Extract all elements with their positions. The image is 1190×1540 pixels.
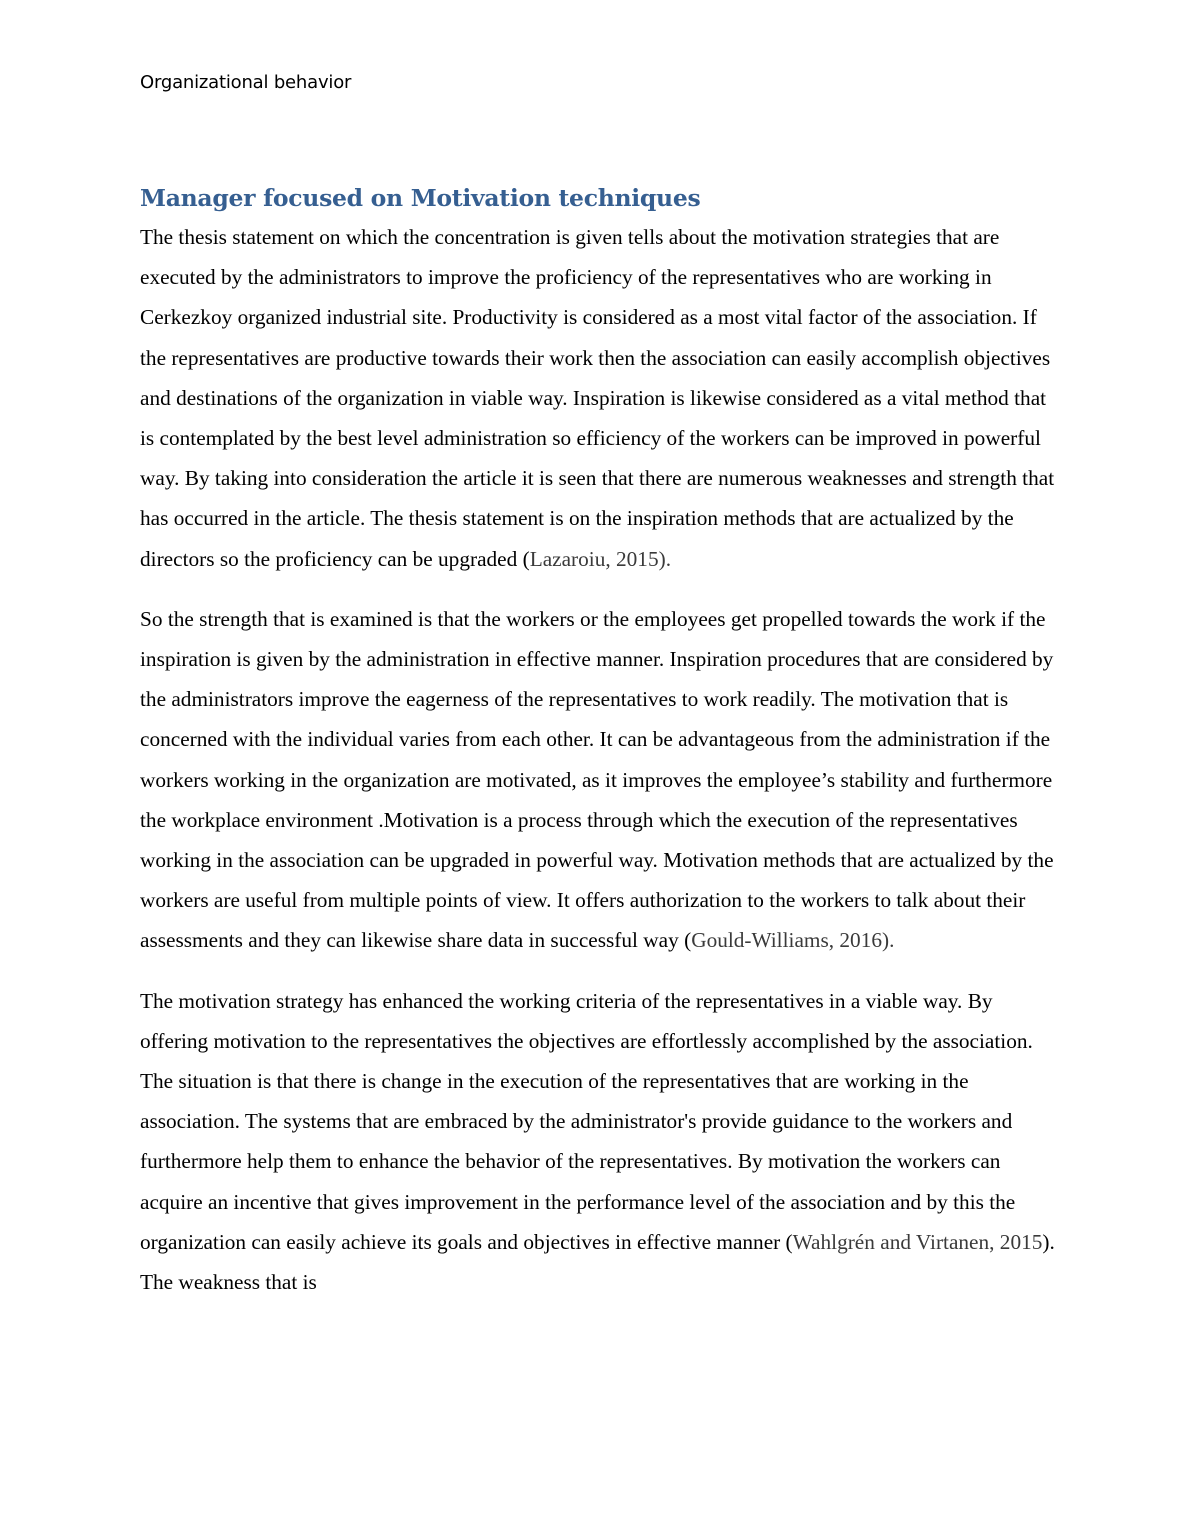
paragraph-continuation: ). The weakness that is <box>140 1229 1055 1295</box>
citation: Gould-Williams, 2016 <box>691 928 882 953</box>
citation-close: ). <box>882 928 895 953</box>
paragraph-text: The motivation strategy has enhanced the working criteria of the representatives in a viable way. By offering motivation to the representatives the objectives are effortlessly accomplished by the association. The situation is that there is change in the execution of the representatives that are working in the association. The systems that are embraced by the administrator's provide guidance to the workers and furthermore help them to enhance the behavior of the representatives. By motivation the workers can acquire an incentive that gives improvement in the performance level of the association and by this the organization can easily achieve its goals and objectives in effective manner ( <box>140 988 1033 1254</box>
running-header: Organizational behavior <box>140 72 352 93</box>
citation: Lazaroiu, 2015 <box>529 546 659 571</box>
citation: Wahlgrén and Virtanen, 2015 <box>792 1229 1043 1254</box>
citation-close: ). <box>658 546 672 571</box>
paragraph-text: The thesis statement on which the concentration is given tells about the motivation strategies that are executed by the administrators to improve the proficiency of the representatives who are working in Cerkezkoy organized industrial site. Productivity is considered as a most vital factor of the association. If the representatives are productive towards their work then the association can easily accomplish objectives and destinations of the organization in viable way. Inspiration is likewise considered as a vital method that is contemplated by the best level administration so efficiency of the workers can be improved in powerful way. By taking into consideration the article it is seen that there are numerous weaknesses and strength that has occurred in the article. The thesis statement is on the inspiration methods that are actualized by the directors so the proficiency can be upgraded ( <box>140 225 1055 571</box>
paragraph-1 <box>140 217 1060 579</box>
body-text <box>140 217 1060 1322</box>
paragraph-text: So the strength that is examined is that the workers or the employees get propelled towards the work if the inspiration is given by the administration in effective manner. Inspiration procedures that are considered by the administrators improve the eagerness of the representatives to work readily. The motivation that is concerned with the individual varies from each other. It can be advantageous from the administration if the workers working in the organization are motivated, as it improves the employee’s stability and furthermore the workplace environment .Motivation is a process through which the execution of the representatives working in the association can be upgraded in powerful way. Motivation methods that are actualized by the workers are useful from multiple points of view. It offers authorization to the workers to talk about their assessments and they can likewise share data in successful way ( <box>140 606 1054 953</box>
section-heading: Manager focused on Motivation techniques <box>140 184 701 212</box>
paragraph-2 <box>140 599 1060 961</box>
paragraph-3 <box>140 981 1060 1303</box>
